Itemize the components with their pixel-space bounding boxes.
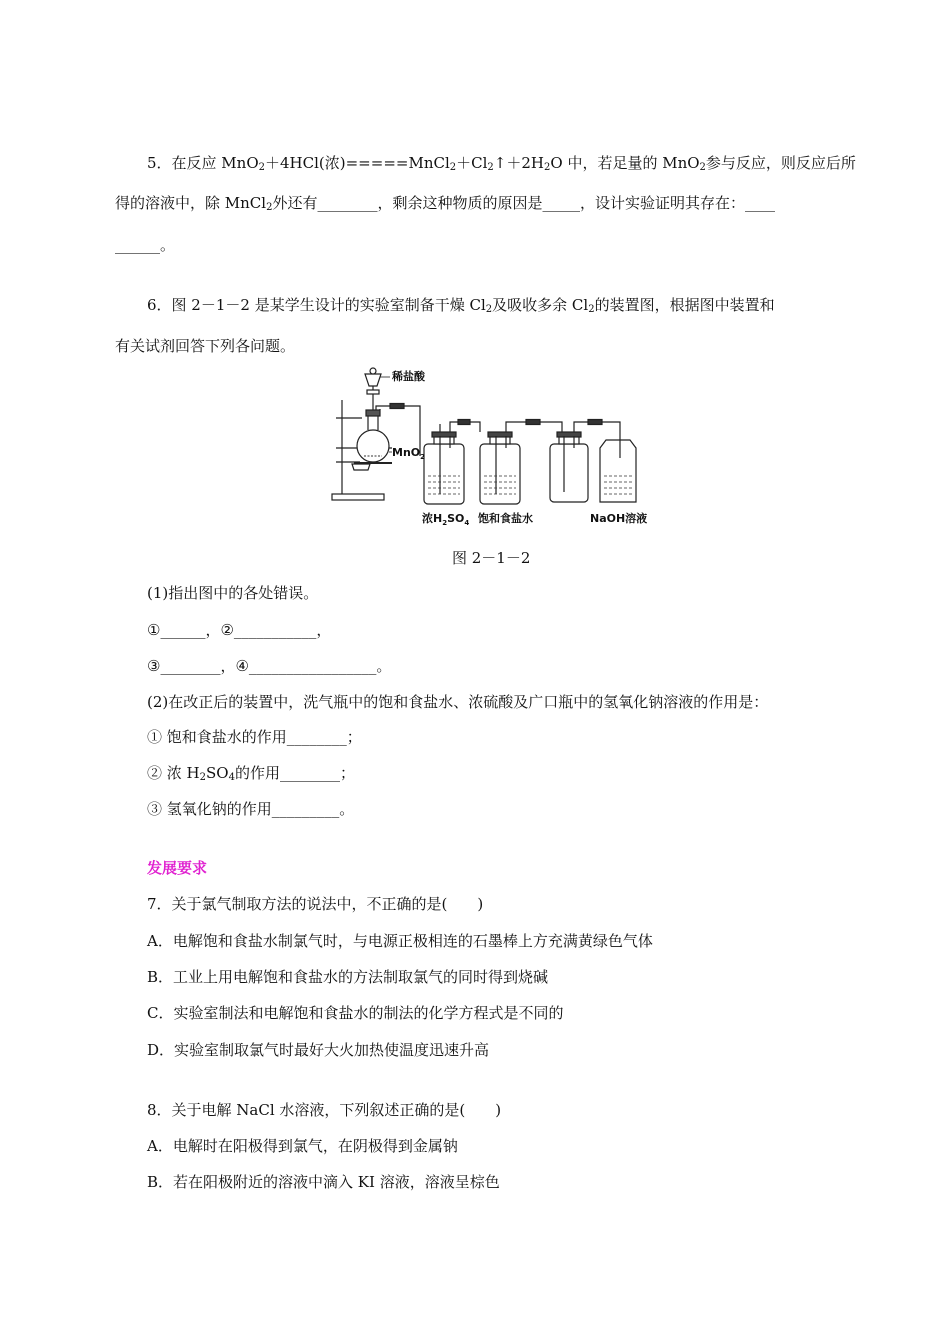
round-bottom-flask	[357, 430, 389, 462]
stand-base	[332, 494, 384, 500]
q6-sub1-line-2: ③________，④_________________。	[147, 657, 392, 675]
q8-option-b: B．若在阳极附近的溶液中滴入 KI 溶液，溶液呈棕色	[147, 1173, 500, 1191]
q6-sub2-line-2: ② 浓 $H_2SO_4$的作用________；	[147, 764, 355, 783]
naoh-jar	[600, 440, 636, 502]
label-conc-h2so4: 浓$H_2SO_4$	[422, 512, 470, 527]
q5-line-1: 5．在反应 MnO$_2$＋4HCl(浓)$=====MnCl_2+Cl_2↑+2H_2O$ 中，若足量的 MnO$_2$参与反应，则反应后所	[147, 154, 856, 173]
q8-option-a: A．电解时在阳极得到氯气，在阴极得到金属钠	[147, 1137, 458, 1155]
q7-option-c: C．实验室制法和电解饱和食盐水的制法的化学方程式是不同的	[147, 1004, 564, 1022]
apparatus-diagram	[330, 366, 670, 536]
q6-sub2-line-1: ① 饱和食盐水的作用________；	[147, 728, 362, 746]
q6-sub1-line-1: ①______，②___________，	[147, 621, 332, 639]
q7-option-b: B．工业上用电解饱和食盐水的方法制取氯气的同时得到烧碱	[147, 968, 549, 986]
separatory-funnel	[365, 374, 381, 386]
burner	[352, 464, 370, 470]
q6-sub1: (1)指出图中的各处错误。	[147, 584, 319, 602]
label-naoh: NaOH溶液	[590, 512, 648, 525]
q6-line-1: 6．图 2－1－2 是某学生设计的实验室制备干燥 $Cl_2$及吸收多余 $Cl_2$的装置图，根据图中装置和	[147, 296, 775, 315]
figure-caption: 图 2－1－2	[452, 549, 531, 567]
label-dilute-hcl: 稀盐酸	[392, 370, 425, 383]
q5-line-2: 得的溶液中，除 MnCl$_2$外还有________，剩余这种物质的原因是_____，设计实验证明其存在：____	[115, 194, 775, 213]
q6-sub2: (2)在改正后的装置中，洗气瓶中的饱和食盐水、浓硫酸及广口瓶中的氢氧化钠溶液的作用是：	[147, 693, 769, 711]
q5-line-3: ______。	[115, 236, 176, 254]
q8-stem: 8．关于电解 NaCl 水溶液，下列叙述正确的是( )	[147, 1101, 502, 1119]
q7-stem: 7．关于氯气制取方法的说法中，不正确的是( )	[147, 895, 484, 913]
q7-option-d: D．实验室制取氯气时最好大火加热使温度迅速升高	[147, 1041, 490, 1059]
q6-line-2: 有关试剂回答下列各问题。	[115, 337, 296, 355]
section-heading: 发展要求	[147, 859, 208, 877]
q6-sub2-line-3: ③ 氢氧化钠的作用_________。	[147, 800, 355, 818]
label-brine: 饱和食盐水	[478, 512, 533, 525]
label-mno2: MnO$_2$	[392, 446, 426, 461]
q7-option-a: A．电解饱和食盐水制氯气时，与电源正极相连的石墨棒上方充满黄绿色气体	[147, 932, 653, 950]
gas-bottle-1	[424, 420, 480, 505]
